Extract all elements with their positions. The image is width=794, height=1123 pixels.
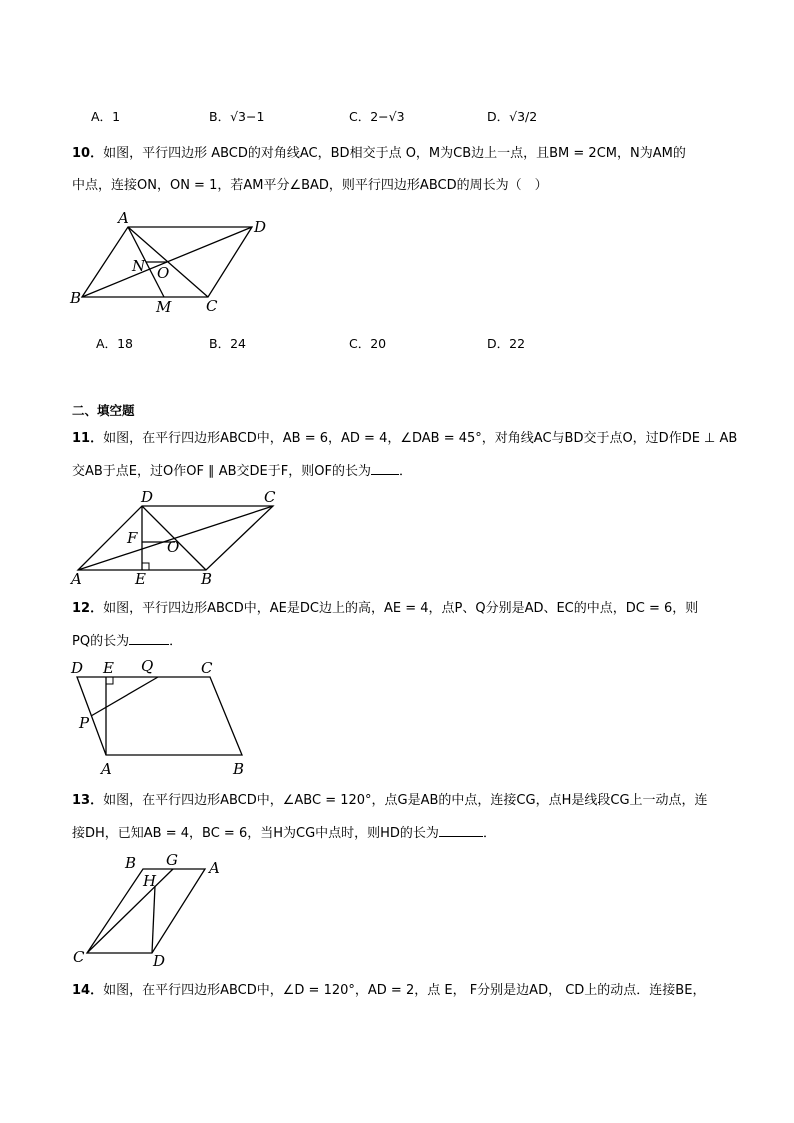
q12-label-a: A bbox=[101, 760, 112, 778]
q13-line1: 13．如图，在平行四边形ABCD中，∠ABC = 120°，点G是AB的中点，连接CG，点H是线段CG上一动点，连 bbox=[72, 793, 708, 808]
q13-label-h: H bbox=[143, 872, 157, 890]
q10-label-o: O bbox=[157, 264, 170, 282]
q12-label-b: B bbox=[233, 760, 245, 778]
q13-number: 13． bbox=[72, 793, 104, 808]
q10-label-d: D bbox=[254, 218, 267, 236]
q11-answer-blank[interactable] bbox=[371, 462, 399, 475]
q14-number: 14． bbox=[72, 983, 104, 998]
q11-label-a: A bbox=[71, 570, 82, 588]
q13-figure bbox=[65, 850, 235, 970]
q10-label-b: B bbox=[70, 289, 82, 307]
q10-line1: 10．如图，平行四边形 ABCD的对角线AC，BD相交于点 O，M为CB边上一点，且BM = 2CM，N为AM的 bbox=[72, 146, 686, 161]
q10-number: 10． bbox=[72, 146, 104, 161]
section-heading: 二、填空题 bbox=[72, 403, 135, 418]
q12-label-c: C bbox=[201, 659, 213, 677]
q9-option-a: A．1 bbox=[91, 109, 121, 124]
q13-label-d: D bbox=[153, 952, 166, 970]
q13-answer-blank[interactable] bbox=[439, 824, 483, 837]
q13-label-g: G bbox=[166, 851, 178, 869]
q10-figure bbox=[60, 205, 290, 315]
q13-line2: 接DH，已知AB = 4，BC = 6，当H为CG中点时，则HD的长为 ． bbox=[72, 826, 496, 841]
q13-label-a: A bbox=[209, 859, 220, 877]
q12-answer-blank[interactable] bbox=[129, 632, 169, 645]
q10-option-c: C．20 bbox=[349, 336, 387, 351]
q10-option-d: D．22 bbox=[487, 336, 526, 351]
q9-option-c: C．2−√3 bbox=[349, 109, 405, 124]
q12-label-e: E bbox=[103, 659, 114, 677]
q10-label-c: C bbox=[206, 297, 218, 315]
q12-label-q: Q bbox=[141, 657, 154, 675]
q10-label-a: A bbox=[118, 209, 129, 227]
q11-right-angle-mark bbox=[142, 563, 149, 570]
q10-label-m: M bbox=[156, 298, 172, 316]
q11-line2: 交AB于点E，过O作OF ∥ AB交DE于F，则OF的长为 ． bbox=[72, 464, 412, 479]
q12-number: 12． bbox=[72, 601, 104, 616]
q12-figure bbox=[65, 657, 265, 777]
q12-right-angle-mark bbox=[106, 677, 113, 684]
q11-number: 11． bbox=[72, 431, 104, 446]
q9-option-b: B．√3−1 bbox=[209, 109, 265, 124]
q11-figure bbox=[65, 487, 295, 587]
q14-line1: 14．如图，在平行四边形ABCD中，∠D = 120°，AD = 2，点 E， F分别是边AD， CD上的动点．连接BE， bbox=[72, 983, 706, 998]
q11-label-c: C bbox=[264, 488, 276, 506]
q11-label-e: E bbox=[135, 570, 146, 588]
q10-option-b: B．24 bbox=[209, 336, 246, 351]
q12-segment-pq bbox=[91, 677, 158, 716]
q11-line1: 11．如图，在平行四边形ABCD中，AB = 6，AD = 4，∠DAB = 45°，对角线AC与BD交于点O，过D作DE ⊥ AB bbox=[72, 431, 738, 446]
q12-label-p: P bbox=[79, 714, 90, 732]
q11-label-f: F bbox=[127, 529, 138, 547]
q12-parallelogram bbox=[77, 677, 242, 755]
q13-segment-hd bbox=[152, 886, 155, 953]
q12-line2: PQ的长为 ． bbox=[72, 634, 183, 649]
q10-option-a: A．18 bbox=[96, 336, 133, 351]
q13-label-b: B bbox=[125, 854, 137, 872]
q10-label-n: N bbox=[132, 257, 146, 275]
q10-line2: 中点，连接ON，ON = 1，若AM平分∠BAD，则平行四边形ABCD的周长为（ ） bbox=[72, 178, 548, 193]
q11-label-b: B bbox=[201, 570, 213, 588]
q12-line1: 12．如图，平行四边形ABCD中，AE是DC边上的高，AE = 4，点P、Q分别是AD、EC的中点，DC = 6，则 bbox=[72, 601, 699, 616]
q9-option-d: D．√3/2 bbox=[487, 109, 538, 124]
q11-label-d: D bbox=[141, 488, 154, 506]
q11-label-o: O bbox=[167, 538, 180, 556]
q12-label-d: D bbox=[71, 659, 84, 677]
q13-label-c: C bbox=[73, 948, 85, 966]
